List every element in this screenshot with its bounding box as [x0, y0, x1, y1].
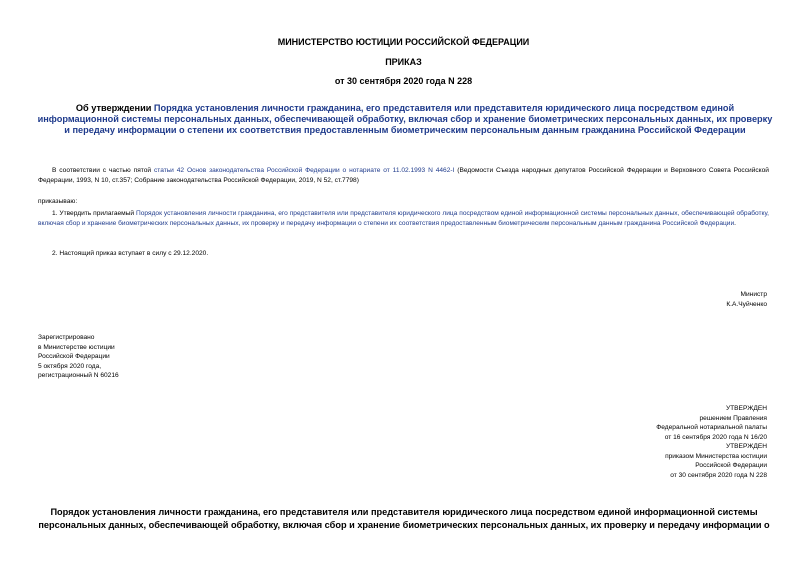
approval-block-2	[665, 442, 767, 480]
approval-1-line: решением Правления	[699, 414, 767, 422]
order-word: приказываю:	[38, 198, 78, 205]
signature-position: Министр	[740, 291, 767, 298]
approval-1-line: УТВЕРЖДЕН	[725, 405, 767, 412]
registration-block	[38, 333, 119, 381]
preamble-text-2: (Ведомости Съезда народных депутатов Российской Федерации и Верховного Совета Российской Федерации, 1993, N 10, ст.357; Собрание законодательства Российской Федерации, 2019, N 52, ст.7798)	[38, 167, 769, 184]
item-2-paragraph: 2. Настоящий приказ вступает в силу с 29.12.2020.	[52, 250, 209, 257]
registration-line: регистрационный N 60216	[38, 372, 119, 379]
ministry-heading: МИНИСТЕРСТВО ЮСТИЦИИ РОССИЙСКОЙ ФЕДЕРАЦИИ	[277, 37, 530, 47]
procedure-title-line-1: Порядок установления личности гражданина, его представителя или представителя юридического лица посредством единой информационной системы	[50, 507, 758, 517]
approval-2-line: Российской Федерации	[695, 462, 767, 469]
registration-line: 5 октября 2020 года,	[38, 362, 102, 370]
doc-type-heading: ПРИКАЗ	[385, 57, 422, 67]
signature-name: К.А.Чуйченко	[726, 300, 767, 308]
preamble-text-1: В соответствии с частью пятой	[52, 167, 154, 174]
approval-block-1	[656, 404, 767, 442]
approval-2-line: УТВЕРЖДЕН	[725, 443, 767, 450]
approval-1-line: Федеральной нотариальной палаты	[656, 424, 767, 431]
preamble-paragraph	[38, 166, 769, 185]
item-1-paragraph	[38, 209, 769, 228]
approval-2-line: приказом Министерства юстиции	[665, 452, 767, 460]
procedure-title-line-2: персональных данных, обеспечивающей обработку, включая сбор и хранение биометрических персональных данных, их проверку и передачу информации о	[38, 520, 770, 530]
preamble-link[interactable]: статьи 42 Основ законодательства Российской Федерации о нотариате от 11.02.1993 N 4462-I	[153, 167, 455, 174]
title-prefix: Об утверждении	[75, 103, 154, 113]
order-title	[36, 103, 774, 136]
date-number-heading: от 30 сентября 2020 года N 228	[334, 76, 473, 86]
item-1-link[interactable]: Порядок установления личности гражданина, его представителя или представителя юридического лица посредством единой информационной системы персональных данных, обеспечивающей обработку, включая сбор и хранение биометрических персональных данных, их проверку и передачу информации о степени их соответствия предоставленным биометрическим персональным данным гражданина Российской Федерации	[38, 210, 769, 227]
registration-line: в Министерстве юстиции	[38, 343, 115, 351]
procedure-title	[30, 506, 778, 532]
item-1-prefix: 1. Утвердить прилагаемый	[52, 210, 137, 217]
approval-2-line: от 30 сентября 2020 года N 228	[670, 471, 767, 479]
title-link[interactable]: Порядка установления личности гражданина, его представителя или представителя юридического лица посредством единой информационной системы персональных данных, обеспечивающей обработку, включая сбор и хранение биометрических персональных данных, их проверку и передачу информации о степени их соответствия предоставленным биометрическим персональным данным гражданина Российской Федерации	[37, 103, 773, 135]
registration-line: Зарегистрировано	[38, 334, 95, 341]
approval-1-line: от 16 сентября 2020 года N 16/20	[664, 433, 767, 441]
registration-line: Российской Федерации	[38, 353, 110, 360]
signature-block	[726, 290, 767, 309]
item-1-suffix: .	[734, 219, 736, 227]
